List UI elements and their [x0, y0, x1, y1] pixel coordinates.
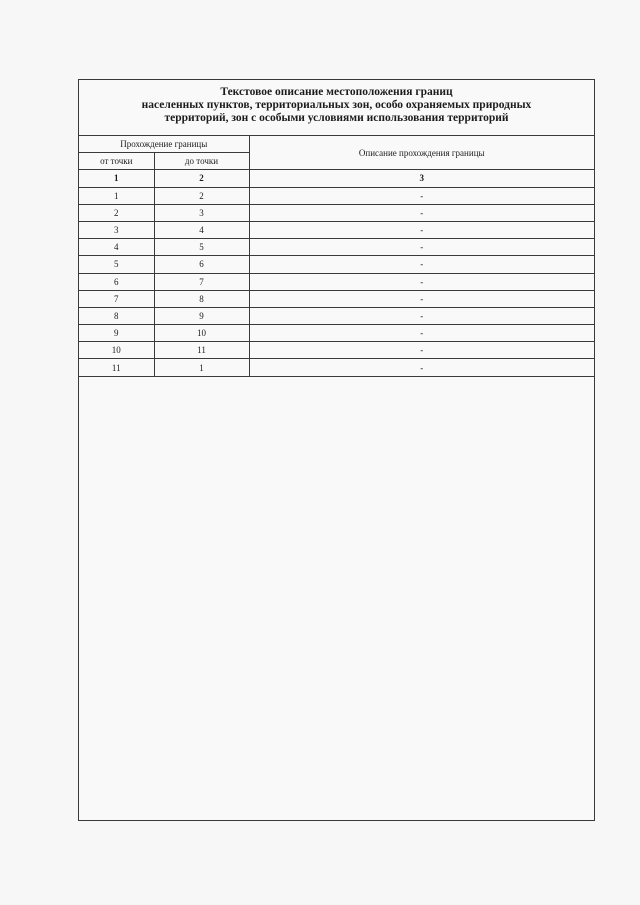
table-row	[79, 342, 594, 359]
table-row	[79, 290, 594, 307]
title-line-3: территорий, зон с особыми условиями использования территорий	[164, 112, 509, 124]
boundary-table	[79, 136, 594, 377]
cell-from-point: 2	[79, 204, 154, 221]
cell-from-point: 7	[79, 290, 154, 307]
table-row	[79, 239, 594, 256]
cell-to-point: 7	[154, 273, 249, 290]
cell-description: -	[249, 187, 594, 204]
cell-to-point: 8	[154, 290, 249, 307]
table-row	[79, 256, 594, 273]
cell-description: -	[249, 204, 594, 221]
title-line-2: населенных пунктов, территориальных зон, особо охраняемых природных	[141, 99, 532, 111]
cell-from-point: 9	[79, 325, 154, 342]
cell-description: -	[249, 325, 594, 342]
cell-description: -	[249, 221, 594, 238]
table-row	[79, 307, 594, 324]
cell-description: -	[249, 307, 594, 324]
column-number-1: 1	[79, 170, 154, 187]
column-number-3: 3	[249, 170, 594, 187]
cell-to-point: 10	[154, 325, 249, 342]
cell-description: -	[249, 256, 594, 273]
cell-to-point: 4	[154, 221, 249, 238]
cell-from-point: 4	[79, 239, 154, 256]
table-row	[79, 221, 594, 238]
cell-description: -	[249, 239, 594, 256]
cell-from-point: 1	[79, 187, 154, 204]
cell-from-point: 3	[79, 221, 154, 238]
title-line-1: Текстовое описание местоположения границ	[220, 86, 453, 98]
cell-from-point: 11	[79, 359, 154, 376]
cell-from-point: 6	[79, 273, 154, 290]
table-row	[79, 204, 594, 221]
table-row	[79, 273, 594, 290]
cell-to-point: 2	[154, 187, 249, 204]
table-row	[79, 187, 594, 204]
cell-from-point: 8	[79, 307, 154, 324]
document-frame	[78, 79, 595, 821]
column-number-2: 2	[154, 170, 249, 187]
cell-description: -	[249, 359, 594, 376]
cell-to-point: 1	[154, 359, 249, 376]
table-row	[79, 325, 594, 342]
document-title	[79, 80, 594, 136]
cell-description: -	[249, 290, 594, 307]
table-row	[79, 359, 594, 376]
cell-description: -	[249, 273, 594, 290]
cell-to-point: 6	[154, 256, 249, 273]
cell-from-point: 10	[79, 342, 154, 359]
cell-to-point: 3	[154, 204, 249, 221]
cell-to-point: 5	[154, 239, 249, 256]
header-to-point: до точки	[154, 153, 249, 170]
header-description: Описание прохождения границы	[249, 136, 594, 170]
cell-from-point: 5	[79, 256, 154, 273]
cell-to-point: 11	[154, 342, 249, 359]
header-from-point: от точки	[79, 153, 154, 170]
header-boundary-passage: Прохождение границы	[79, 136, 249, 153]
cell-description: -	[249, 342, 594, 359]
cell-to-point: 9	[154, 307, 249, 324]
